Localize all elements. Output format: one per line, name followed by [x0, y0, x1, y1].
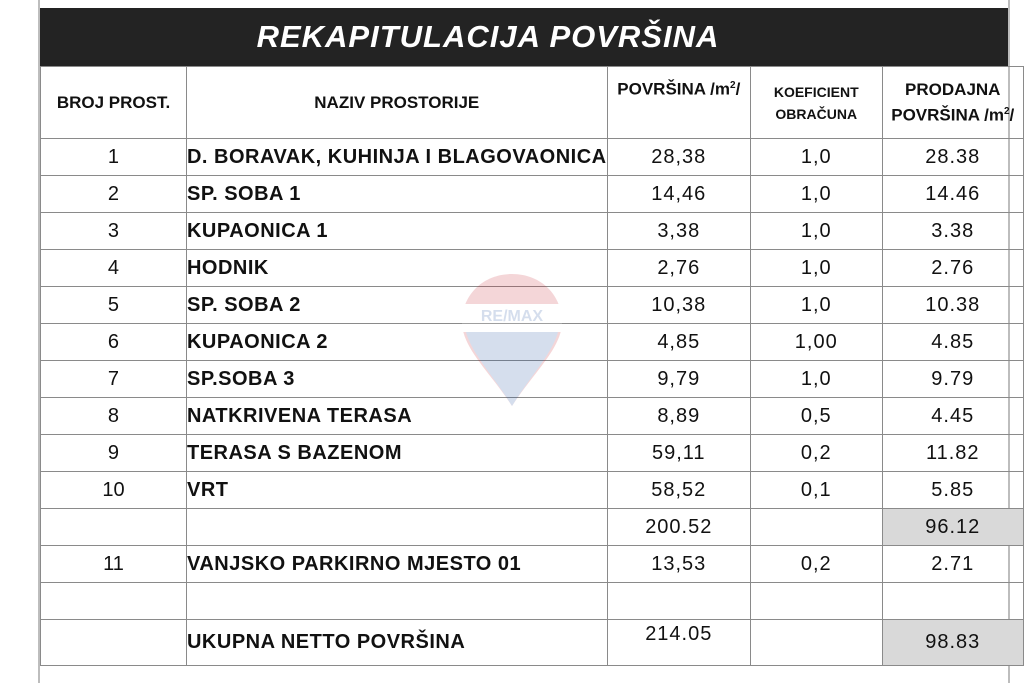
cell-koeficijent: 1,0 — [750, 139, 882, 176]
cell-naziv: VANJSKO PARKIRNO MJESTO 01 — [186, 546, 607, 583]
cell-broj: 5 — [41, 287, 187, 324]
cell-koeficijent: 0,2 — [750, 435, 882, 472]
cell-broj: 10 — [41, 472, 187, 509]
cell-empty — [750, 620, 882, 666]
subtotal-povrsina: 200.52 — [607, 509, 750, 546]
cell-koeficijent: 1,0 — [750, 213, 882, 250]
cell-broj: 9 — [41, 435, 187, 472]
cell-koeficijent: 1,0 — [750, 361, 882, 398]
cell-koeficijent: 1,0 — [750, 287, 882, 324]
cell-broj: 11 — [41, 546, 187, 583]
cell-naziv: SP.SOBA 3 — [186, 361, 607, 398]
cell-koeficijent: 1,0 — [750, 250, 882, 287]
total-prodajna: 98.83 — [882, 620, 1023, 666]
cell-povrsina: 28,38 — [607, 139, 750, 176]
cell-empty — [41, 583, 187, 620]
header-broj: BROJ PROST. — [41, 67, 187, 139]
cell-povrsina: 10,38 — [607, 287, 750, 324]
cell-empty — [41, 620, 187, 666]
cell-naziv: SP. SOBA 1 — [186, 176, 607, 213]
subtotal-prodajna: 96.12 — [882, 509, 1023, 546]
cell-povrsina: 14,46 — [607, 176, 750, 213]
cell-povrsina: 58,52 — [607, 472, 750, 509]
cell-koeficijent: 1,00 — [750, 324, 882, 361]
table-row — [41, 213, 1024, 250]
total-row — [41, 620, 1024, 666]
cell-prodajna: 4.45 — [882, 398, 1023, 435]
cell-povrsina: 9,79 — [607, 361, 750, 398]
cell-prodajna: 3.38 — [882, 213, 1023, 250]
cell-naziv: VRT — [186, 472, 607, 509]
cell-prodajna: 5.85 — [882, 472, 1023, 509]
balloon-icon — [460, 270, 564, 410]
cell-broj: 3 — [41, 213, 187, 250]
table-row — [41, 176, 1024, 213]
cell-prodajna: 11.82 — [882, 435, 1023, 472]
cell-empty — [750, 583, 882, 620]
cell-prodajna: 10.38 — [882, 287, 1023, 324]
cell-naziv: NATKRIVENA TERASA — [186, 398, 607, 435]
cell-prodajna: 4.85 — [882, 324, 1023, 361]
cell-koeficijent: 1,0 — [750, 176, 882, 213]
cell-naziv: KUPAONICA 1 — [186, 213, 607, 250]
cell-empty — [186, 509, 607, 546]
cell-prodajna: 14.46 — [882, 176, 1023, 213]
cell-empty — [750, 509, 882, 546]
cell-naziv: SP. SOBA 2 — [186, 287, 607, 324]
header-prodajna: PRODAJNA POVRŠINA $/m^2/$ — [882, 67, 1023, 139]
cell-prodajna: 2.71 — [882, 546, 1023, 583]
subtotal-row — [41, 509, 1024, 546]
cell-povrsina: 8,89 — [607, 398, 750, 435]
cell-naziv: TERASA S BAZENOM — [186, 435, 607, 472]
remax-watermark — [460, 270, 564, 410]
page-title: REKAPITULACIJA POVRŠINA — [256, 19, 720, 54]
total-label: UKUPNA NETTO POVRŠINA — [186, 620, 607, 666]
cell-koeficijent: 0,2 — [750, 546, 882, 583]
cell-povrsina: 59,11 — [607, 435, 750, 472]
cell-empty — [607, 583, 750, 620]
header-koeficijent: KOEFICIENT OBRAČUNA — [750, 67, 882, 139]
empty-row — [41, 583, 1024, 620]
total-povrsina: 214.05 — [607, 620, 750, 666]
cell-naziv: KUPAONICA 2 — [186, 324, 607, 361]
cell-povrsina: 3,38 — [607, 213, 750, 250]
cell-povrsina: 2,76 — [607, 250, 750, 287]
table-row — [41, 472, 1024, 509]
cell-prodajna: 2.76 — [882, 250, 1023, 287]
header-naziv: NAZIV PROSTORIJE — [186, 67, 607, 139]
cell-koeficijent: 0,1 — [750, 472, 882, 509]
cell-broj: 1 — [41, 139, 187, 176]
header-row — [41, 67, 1024, 139]
cell-povrsina: 13,53 — [607, 546, 750, 583]
watermark-text: RE/MAX — [480, 308, 544, 325]
cell-naziv: HODNIK — [186, 250, 607, 287]
cell-povrsina: 4,85 — [607, 324, 750, 361]
table-row — [41, 139, 1024, 176]
cell-broj: 4 — [41, 250, 187, 287]
cell-broj: 7 — [41, 361, 187, 398]
header-povrsina: POVRŠINA $/m^2/$ — [607, 67, 750, 139]
cell-koeficijent: 0,5 — [750, 398, 882, 435]
cell-broj: 2 — [41, 176, 187, 213]
cell-prodajna: 28.38 — [882, 139, 1023, 176]
table-row — [41, 435, 1024, 472]
cell-empty — [882, 583, 1023, 620]
cell-naziv: D. BORAVAK, KUHINJA I BLAGOVAONICA — [186, 139, 607, 176]
cell-broj: 6 — [41, 324, 187, 361]
cell-empty — [186, 583, 607, 620]
cell-broj: 8 — [41, 398, 187, 435]
cell-empty — [41, 509, 187, 546]
parking-row — [41, 546, 1024, 583]
cell-prodajna: 9.79 — [882, 361, 1023, 398]
